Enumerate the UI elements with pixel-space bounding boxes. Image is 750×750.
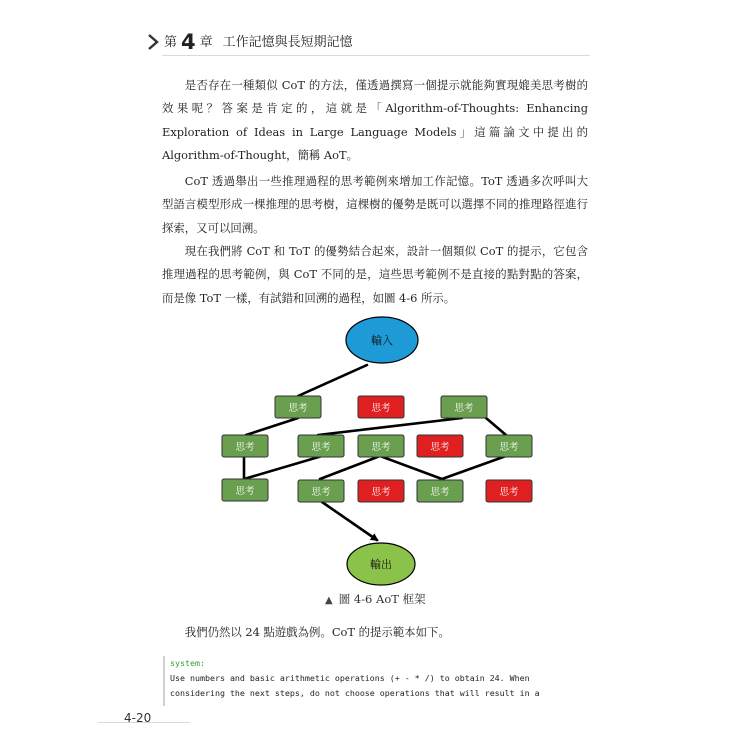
output-label: 輸出	[370, 559, 392, 571]
chapter-header	[148, 30, 588, 60]
paragraph-1: 是否存在一種類似 CoT 的方法，僅透過撰寫一個提示就能夠實現媲美思考樹的效果呢？答案是肯定的，這就是「Algorithm-of-Thoughts: Enhancing Exploration of Ideas in Large Language Models」這篇論文中提出的 Algorithm-of-Thought，簡稱 AoT。	[162, 78, 588, 162]
paragraph-2: CoT 透過舉出一些推理過程的思考範例來增加工作記憶。ToT 透過多次呼叫大型語言模型形成一棵推理的思考樹，這棵樹的優勢是既可以選擇不同的推理路徑進行探索，又可以回溯。	[162, 174, 588, 235]
chapter-title	[164, 30, 353, 54]
code-line: considering the next steps, do not choose operations that will result in a	[170, 687, 540, 698]
edge-think	[244, 456, 322, 479]
edge-think	[486, 418, 506, 435]
think-node	[298, 435, 344, 457]
figure-caption	[325, 591, 426, 607]
svg-text:思考: 思考	[454, 403, 474, 414]
edge-think	[318, 418, 462, 435]
think-node-rejected	[358, 396, 404, 418]
think-node-rejected	[358, 480, 404, 502]
svg-text:思考: 思考	[499, 442, 519, 453]
chapter-suffix: 章	[199, 35, 213, 50]
think-node	[222, 479, 268, 501]
edge-think	[320, 456, 380, 479]
think-node	[358, 435, 404, 457]
code-block	[163, 656, 598, 706]
input-label: 輸入	[371, 335, 393, 347]
header-divider	[162, 55, 590, 56]
paragraph-3: 現在我們將 CoT 和 ToT 的優勢結合起來，設計一個類似 CoT 的提示，它包含推理過程的思考範例，與 CoT 不同的是，這些思考範例不是直接的點對點的答案，而是像 ToT 一樣，有試錯和回溯的過程，如圖 4-6 所示。	[162, 244, 588, 305]
chapter-prefix: 第	[164, 35, 178, 50]
triangle-up-icon: ▲	[325, 595, 333, 606]
think-node	[222, 435, 268, 457]
svg-text:思考: 思考	[235, 486, 255, 497]
think-node	[298, 480, 344, 502]
edge-think	[380, 456, 442, 479]
page-number: 4-20	[124, 711, 152, 725]
svg-text:思考: 思考	[311, 442, 331, 453]
svg-text:思考: 思考	[235, 442, 255, 453]
edge-input-to-think	[298, 365, 367, 396]
svg-text:思考: 思考	[371, 487, 391, 498]
think-node	[441, 396, 487, 418]
code-keyword: system:	[170, 658, 205, 668]
svg-text:思考: 思考	[430, 487, 450, 498]
aot-framework-diagram	[210, 315, 550, 590]
edge-think	[442, 456, 506, 479]
edge-think-to-output	[322, 502, 377, 540]
chevron-right-icon	[148, 34, 160, 50]
edge-think	[246, 418, 298, 435]
think-node-rejected	[486, 480, 532, 502]
chapter-name: 工作記憶與長短期記憶	[222, 35, 353, 50]
think-node	[417, 480, 463, 502]
think-node	[486, 435, 532, 457]
svg-text:思考: 思考	[288, 403, 308, 414]
think-node-rejected	[417, 435, 463, 457]
think-node	[275, 396, 321, 418]
caption-text: 圖 4-6 AoT 框架	[338, 592, 426, 606]
svg-text:思考: 思考	[499, 487, 519, 498]
svg-text:思考: 思考	[430, 442, 450, 453]
code-line: Use numbers and basic arithmetic operations (+ - * /) to obtain 24. When	[170, 672, 530, 683]
chapter-number: 4	[181, 30, 196, 54]
svg-text:思考: 思考	[311, 487, 331, 498]
paragraph-4: 我們仍然以 24 點遊戲為例。CoT 的提示範本如下。	[184, 625, 450, 639]
svg-text:思考: 思考	[371, 442, 391, 453]
svg-text:思考: 思考	[371, 403, 391, 414]
